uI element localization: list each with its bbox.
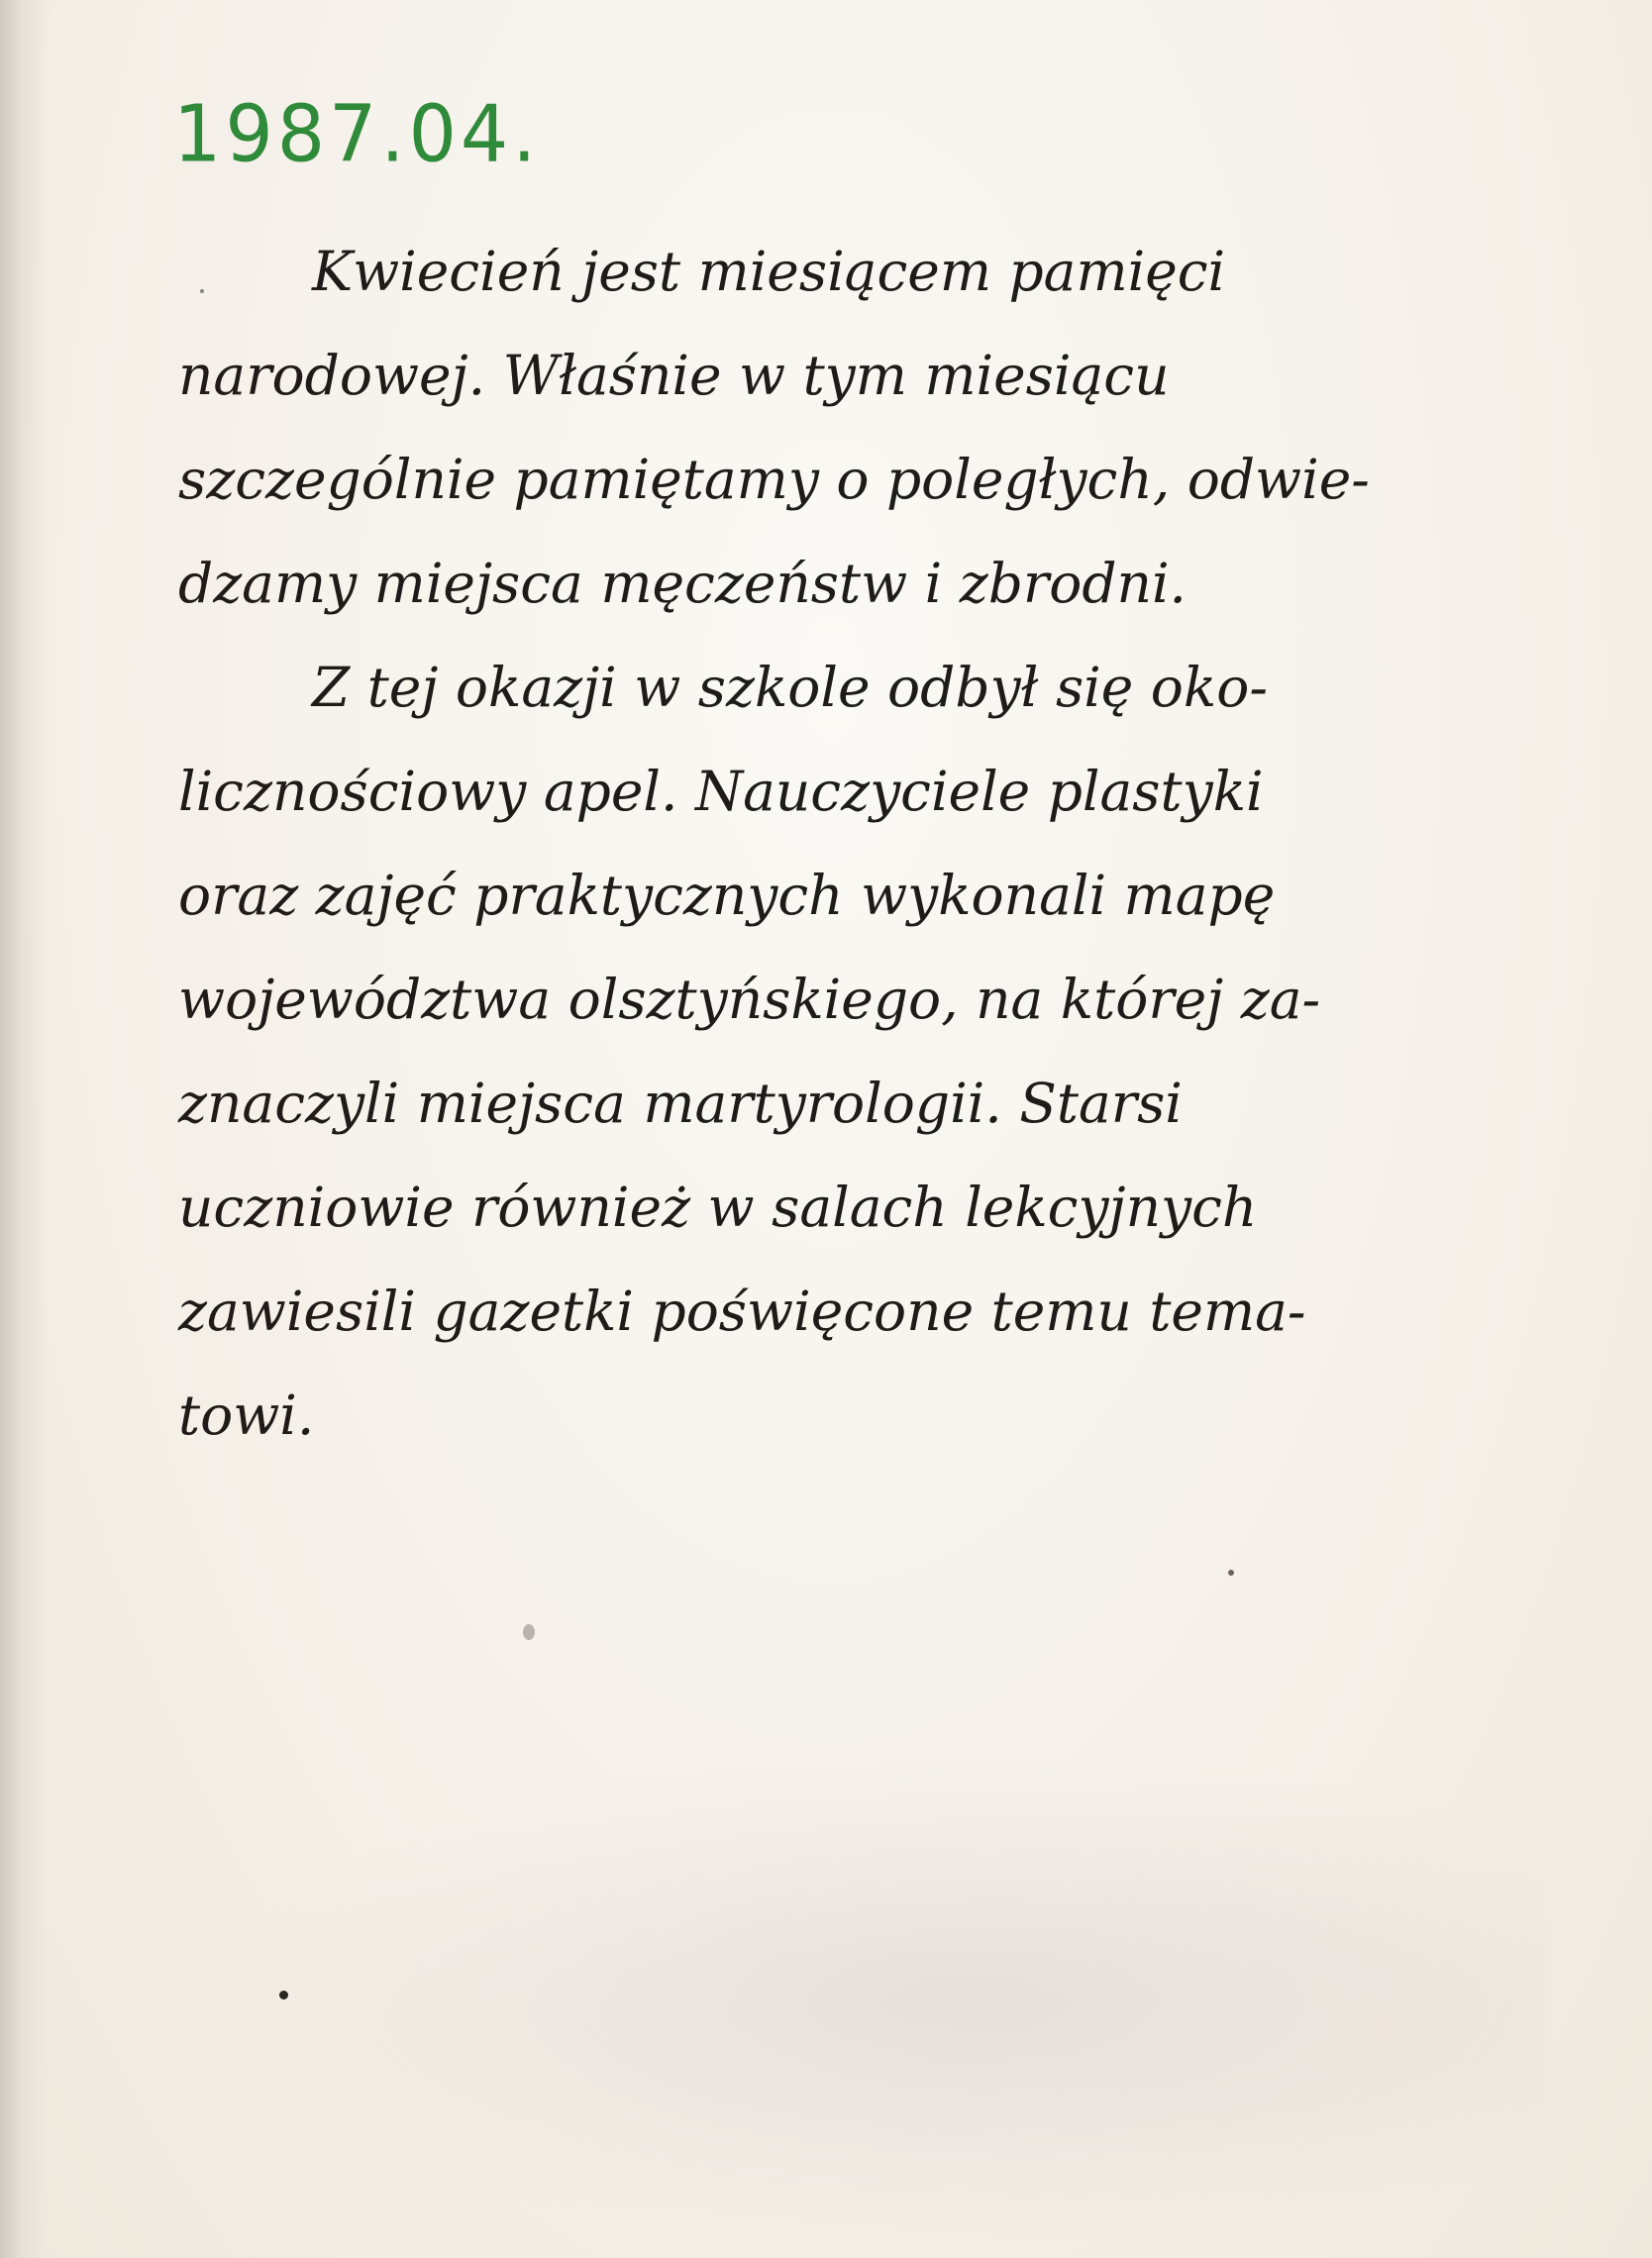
text-line: szczególnie pamiętamy o poległych, odwie- [178,448,1370,511]
text-line: dzamy miejsca męczeństw i zbrodni. [178,552,1187,615]
text-line: oraz zajęć praktycznych wykonali mapę [178,864,1276,927]
text-line: zawiesili gazetki poświęcone temu tema- [178,1280,1306,1343]
ink-speck [200,289,204,293]
text-line: towi. [178,1384,315,1447]
text-line: Z tej okazji w szkole odbył się oko- [312,656,1268,719]
text-line: Kwiecień jest miesiącem pamięci [312,240,1226,303]
ink-speck [523,1624,535,1640]
text-line: znaczyli miejsca martyrologii. Starsi [178,1072,1183,1135]
ink-speck [1228,1570,1234,1576]
entry-date: 1987.04. [173,87,541,180]
text-line: licznościowy apel. Nauczyciele plastyki [178,760,1264,823]
text-line: narodowej. Właśnie w tym miesiącu [178,344,1170,407]
text-line: województwa olsztyńskiego, na której za- [178,968,1321,1031]
text-line: uczniowie również w salach lekcyjnych [178,1176,1258,1239]
handwritten-text [178,220,1565,1468]
page-edge-shadow [0,0,48,2258]
paper-stain [258,1763,1545,2238]
ink-speck [279,1991,288,2000]
